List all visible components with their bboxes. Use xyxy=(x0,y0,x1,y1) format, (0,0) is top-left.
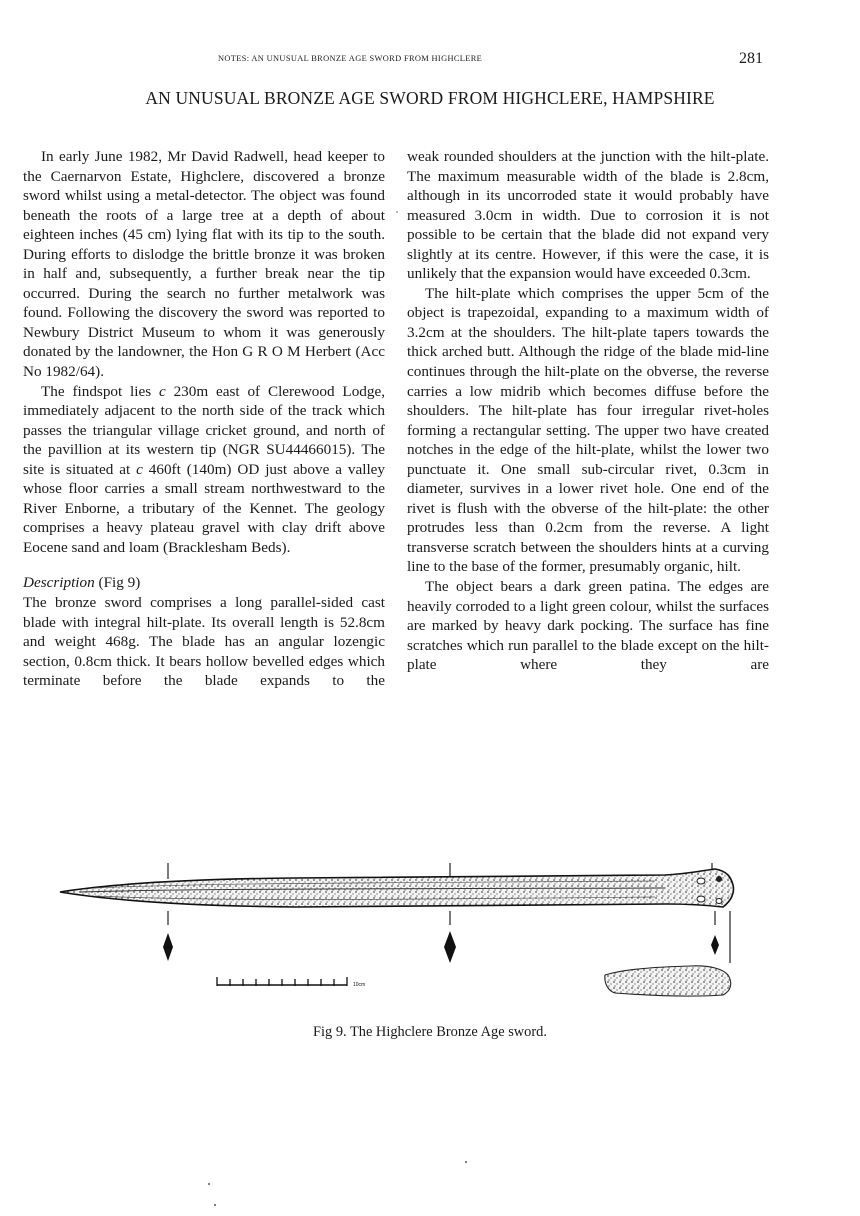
figure-caption: Fig 9. The Highclere Bronze Age sword. xyxy=(313,1024,547,1040)
section-heading-label: Description xyxy=(23,574,95,592)
hilt-plate-paragraph: The hilt-plate which comprises the upper 5cm of the object is trapezoidal, expanding to a maximum width of 3.2cm at the shoulders. The hilt-plate tapers towards the thick arched butt. Although the ridge of the blade mid-line continues through the hilt-plate on the obverse, the reverse carries a low midrib which becomes diffuse before the shoulders. The hilt-plate has four irregular rivet-holes forming a rectangular setting. The upper two have created notches in the edge of the hilt-plate, whilst the lower two punctuate it. One small sub-circular rivet, 0.3cm in diameter, survives in a lower rivet hole. One end of the rivet is flush with the obverse of the hilt-plate: the other protrudes less than 0.2cm from the reverse. A light transverse scratch between the shoulders hints at a curving line to the base of the former, presumably organic, hilt. xyxy=(407,284,769,576)
circa-abbrev-2: c xyxy=(136,460,143,478)
findspot-text-1: The findspot lies xyxy=(41,382,159,400)
description-paragraph: The bronze sword comprises a long parallel-sided cast blade with integral hilt-plate. Its overall length is 52.8cm and weight 468g. The blade has an angular lozengic section, 0.8cm thick. It bears hollow bevelled edges which terminate before the blade expands to the xyxy=(23,594,385,690)
circa-abbrev-1: c xyxy=(159,382,166,400)
scale-label: 10cm xyxy=(353,982,366,988)
findspot-text-3: 460ft (140m) OD just above a valley whose floor carries a small stream northwestward to the River Enborne, a tributary of the Kennet. The geology comprises a heavy plateau gravel with clay drift above Eocene sand and loam (Bracklesham Beds). xyxy=(23,460,386,556)
running-title: NOTES: AN UNUSUAL BRONZE AGE SWORD FROM HIGHCLERE xyxy=(218,54,483,63)
intro-paragraph: In early June 1982, Mr David Radwell, head keeper to the Caernarvon Estate, Highclere, discovered a bronze sword whilst using a metal-detector. The object was found beneath the roots of a large tree at a depth of about eighteen inches (45 cm) lying flat with its tip to the south. During efforts to dislodge the brittle bronze it was broken in half and, subsequently, a further break near the tip occurred. During the search no further metalwork was found. Following the discovery the sword was reported to Newbury District Museum to whom it was generously donated by the landowner, the Hon G R O M Herbert (Acc No 1982/64). xyxy=(23,148,385,381)
patina-paragraph: The object bears a dark green patina. The edges are heavily corroded to a light green colour, whilst the surfaces are marked by heavy dark pocking. The surface has fine scratches which run parallel to the blade except on the hilt-plate where they are xyxy=(407,578,769,674)
shoulders-paragraph: weak rounded shoulders at the junction with the hilt-plate. The maximum measurable width of the blade is 2.8cm, although in its uncorroded state it would probably have measured 3.0cm in width. Due to corrosion it is not possible to be certain that the blade did not expand very slightly at its centre. However, if this were the case, it is unlikely that the expansion would have exceeded 0.3cm. xyxy=(407,148,769,283)
page-number: 281 xyxy=(739,50,763,67)
article-title: AN UNUSUAL BRONZE AGE SWORD FROM HIGHCLERE, HAMPSHIRE xyxy=(145,88,715,108)
section-heading-figref: (Fig 9) xyxy=(94,574,141,592)
findspot-text-2: 230m east of Clerewood Lodge, immediately adjacent to the north side of the track which passes the triangular village cricket ground, and north of the pavillion at its western tip (NGR SU44466015). The site is situated at xyxy=(23,382,386,478)
